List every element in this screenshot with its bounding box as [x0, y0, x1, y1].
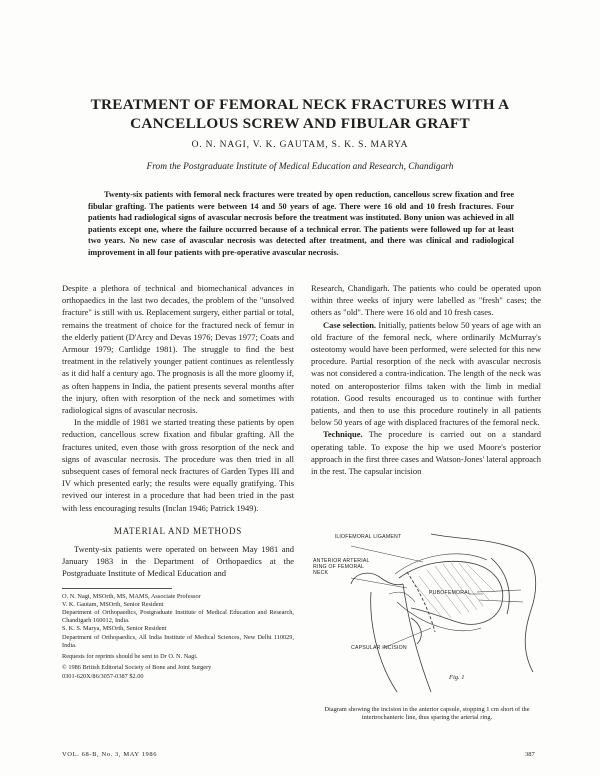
abstract [88, 189, 514, 259]
paragraph-text: Initially, patients below 50 years of age with an old fracture of the femoral neck, where ordinarily McMurray's osteotomy would have been performed, were selected for this new procedure. Partial resorption of the neck with avascular necrosis was not considered a contra-indication. The length of the neck was noted on anteroposterior films taken with the limb in medial rotation. Good results encouraged us to continue with further patients, and then to use this procedure routinely in all patients below 50 years of age with displaced fractures of the femoral neck. [311, 319, 541, 428]
footnote: © 1986 British Editorial Society of Bone and Joint Surgery [62, 664, 212, 672]
femur-lateral-edge [371, 592, 397, 692]
footnotes [62, 593, 294, 681]
author-list: O. N. NAGI, V. K. GAUTAM, S. K. S. MARYA [191, 140, 409, 150]
footnote: V. K. Gautam, MSOrth, Senior Resident [62, 600, 164, 608]
paragraph [311, 428, 541, 477]
figure-label: PUBOFEMORAL [429, 590, 471, 596]
anatomy-figure [311, 532, 541, 697]
lesser-trochanter [411, 618, 421, 644]
paragraph: Despite a plethora of technical and biomechanical advances in orthopaedics in the last two decades, the problem of the "unsolved fracture" is still with us. Replacement surgery, either partial or total, remains the treatment of choice for the fractured neck of femur in the elderly patient (D'Arcy and Devas 1976; Devas 1977; Coats and Armour 1979; Cartlidge 1981). The struggle to find the best treatment in the relatively younger patient continues as relentlessly as it did half a century ago. The prognosis is all the more gloomy if, as often happens in India, the patient presents several months after the injury, often with resorption of the neck and sometimes with radiological signs of avascular necrosis. [62, 283, 294, 416]
section-heading: MATERIAL AND METHODS [113, 525, 243, 536]
hip-capsule-diagram [311, 532, 541, 697]
figure-label: CAPSULAR INCISION [351, 645, 407, 651]
footnote: Department of Orthopaedics, Postgraduate Institute of Medical Education and Research, Chandigarh 160012, India. [62, 609, 294, 625]
article-title: TREATMENT OF FEMORAL NECK FRACTURES WITH A CANCELLOUS SCREW AND FIBULAR GRAFT [90, 96, 510, 132]
affiliation: From the Postgraduate Institute of Medical Education and Research, Chandigarh [146, 162, 454, 172]
paragraph [311, 319, 541, 429]
footnote-divider [62, 588, 172, 589]
paragraph: Twenty-six patients were operated on between May 1981 and January 1983 in the Department of Orthopaedics at the Postgraduate Institute of Medical Education and [62, 544, 294, 579]
footnote: S. K. S. Marya, MSOrth, Senior Resident [62, 625, 167, 633]
left-column [62, 282, 294, 681]
footnote: Requests for reprints should be sent to Dr O. N. Nagi. [62, 653, 198, 661]
footnote: 0301-620X/86/3057-0387 $2.00 [62, 672, 144, 680]
footnote: O. N. Nagi, MSOrth, MS, MAMS, Associate Professor [62, 592, 201, 600]
figure-caption: Diagram showing the incision in the anterior capsule, stopping 1 cm short of the intertrochanteric line, thus sparing the arterial ring. [324, 706, 530, 721]
run-in-heading: Case selection. [323, 319, 377, 330]
figure-number: Fig. 1 [449, 674, 465, 681]
paragraph: In the middle of 1981 we started treating these patients by open reduction, cancellous screw fixation and fibular grafting. All the fractures united, even those with gross resorption of the neck and signs of avascular necrosis. The procedure was then tried in all subsequent cases of femoral neck fractures of Garden Types III and IV which presented early; the results were equally gratifying. This revived our interest in a procedure that had been tried in the past with less encouraging results (Inclan 1946; Patrick 1949). [62, 417, 294, 513]
run-in-heading: Technique. [323, 429, 363, 440]
acetabular-rim [491, 558, 509, 614]
figure-label: ILIOFEMORAL LIGAMENT [334, 534, 402, 540]
footnote: Department of Orthopaedics, All India Institute of Medical Sciences, New Delhi 110029, India. [62, 633, 294, 649]
right-column [311, 282, 541, 477]
figure-label: ANTERIOR ARTERIAL RING OF FEMORAL NECK [313, 558, 370, 576]
paragraph: Research, Chandigarh. The patients who could be operated upon within three weeks of injury were labelled as "fresh" cases; the others as "old". There were 16 old and 10 fresh cases. [311, 283, 541, 318]
journal-footer: VOL. 68-B, No. 3, MAY 1986 [62, 751, 158, 758]
incision-line [407, 572, 435, 632]
page-number: 387 [525, 751, 535, 758]
pelvis-outline [431, 534, 536, 672]
paragraph-text: The procedure is carried out on a standard operating table. To expose the hip we used Moore's posterior approach in the first three cases and Watson-Jones' lateral approach in the rest. The capsular incision [311, 429, 541, 477]
abstract-text: Twenty-six patients with femoral neck fractures were treated by open reduction, cancellous screw fixation and free fibular grafting. The patients were between 14 and 50 years of age. There were 16 old and 10 fresh fractures. Four patients had radiological signs of avascular necrosis before the treatment was instituted. Bony union was achieved in all patients except one, where the failure occurred because of a technical error. The patients were followed up for at least two years. No new case of avascular necrosis was detected after treatment, and there was clinical and radiological improvement in all four patients with pre-operative avascular necrosis. [88, 190, 514, 257]
